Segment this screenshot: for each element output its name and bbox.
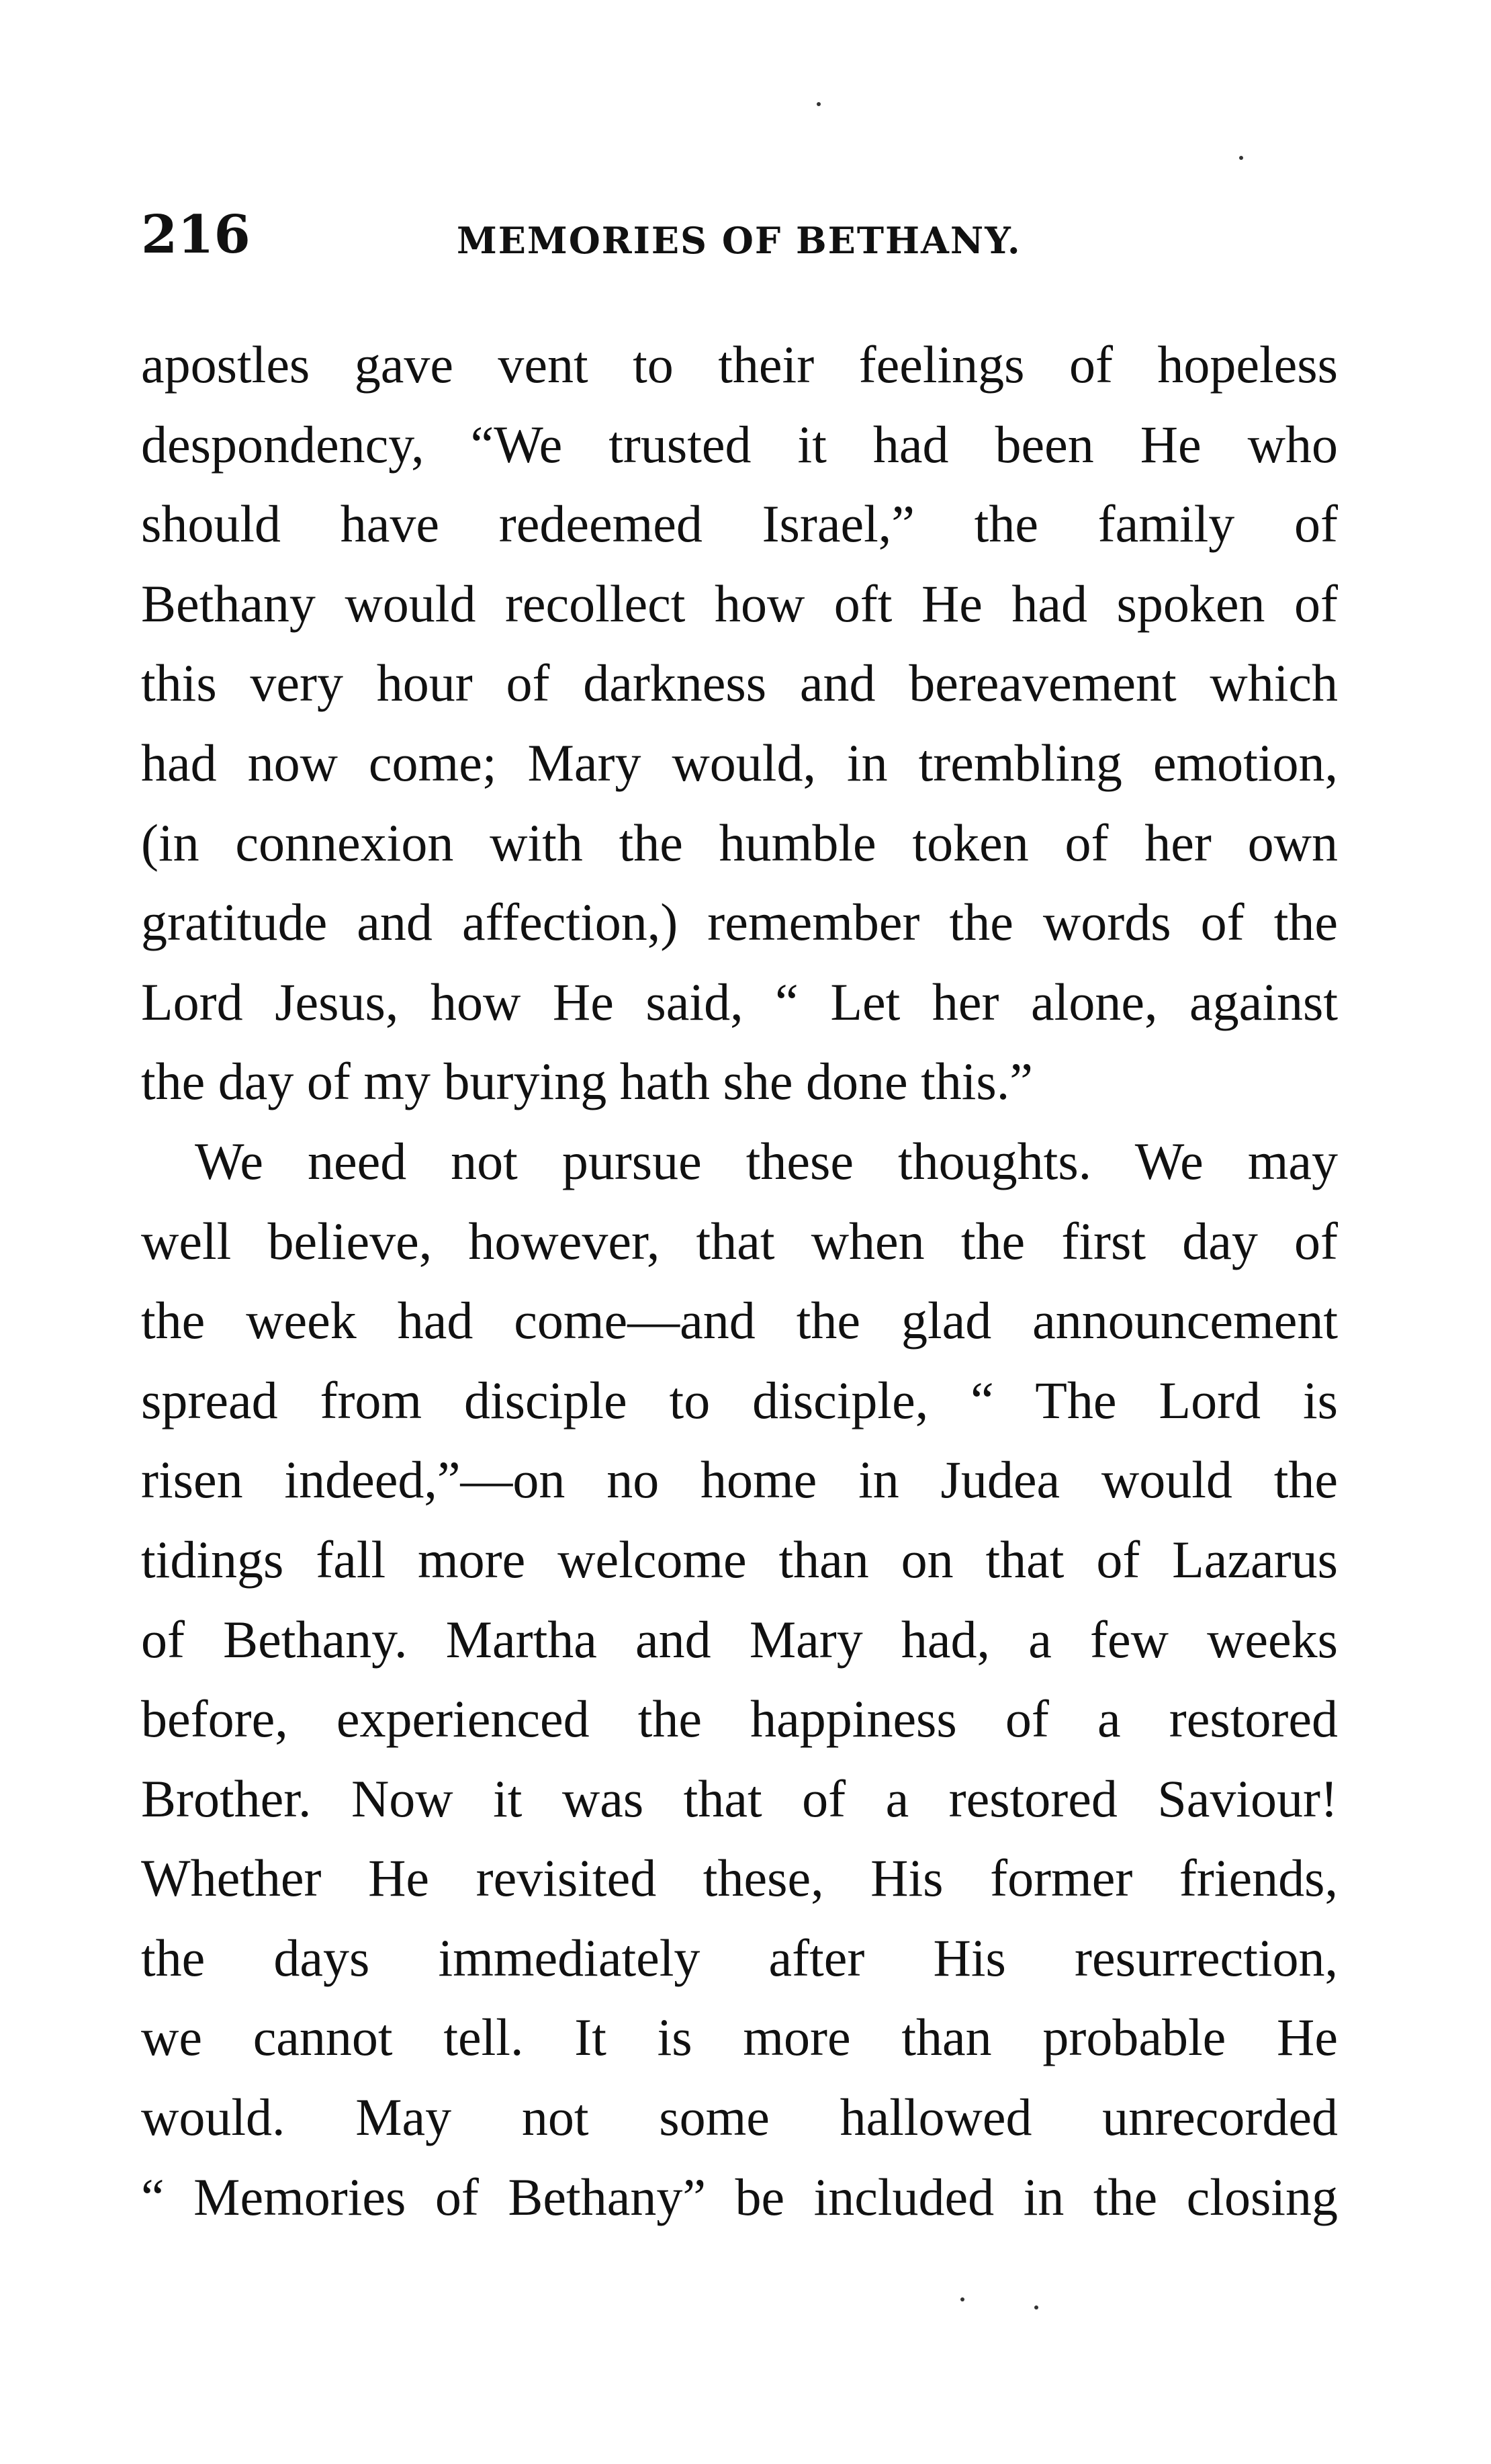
- text-line: we cannot tell. It is more than probable He: [141, 2008, 1338, 2067]
- text-line: well believe, however, that when the first day of: [141, 1211, 1338, 1270]
- paragraph-start-line: We need not pursue these thoughts. We may: [195, 1131, 1338, 1190]
- scan-speck: [817, 102, 821, 106]
- page-number: 216: [141, 204, 251, 265]
- text-line: (in connexion with the humble token of her own: [141, 813, 1338, 872]
- text-line: the day of my burying hath she done this.”: [141, 1052, 1033, 1111]
- scan-speck: [960, 2297, 964, 2301]
- running-head: MEMORIES OF BETHANY.: [457, 219, 1022, 262]
- text-line: had now come; Mary would, in trembling emotion,: [141, 733, 1338, 792]
- text-line: would. May not some hallowed unrecorded: [141, 2088, 1338, 2147]
- page-header: [141, 202, 1337, 275]
- scan-speck: [1034, 2305, 1038, 2309]
- text-line: “ Memories of Bethany” be included in the closing: [141, 2167, 1338, 2226]
- text-line: apostles gave vent to their feelings of hopeless: [141, 335, 1338, 394]
- body-text: [141, 325, 1338, 2237]
- scan-speck: [1239, 156, 1243, 160]
- text-line: the week had come—and the glad announcement: [141, 1291, 1338, 1350]
- text-line: Lord Jesus, how He said, “ Let her alone, against: [141, 972, 1338, 1031]
- text-line: Bethany would recollect how oft He had spoken of: [141, 574, 1338, 633]
- text-line: this very hour of darkness and bereavement which: [141, 654, 1338, 713]
- text-line: Whether He revisited these, His former friends,: [141, 1849, 1338, 1908]
- text-line: risen indeed,”—on no home in Judea would the: [141, 1450, 1338, 1509]
- text-line: before, experienced the happiness of a restored: [141, 1689, 1338, 1749]
- text-line: tidings fall more welcome than on that of Lazarus: [141, 1530, 1338, 1589]
- text-line: Brother. Now it was that of a restored Saviour!: [141, 1769, 1338, 1828]
- text-line: gratitude and affection,) remember the words of the: [141, 893, 1338, 952]
- text-line: of Bethany. Martha and Mary had, a few weeks: [141, 1610, 1338, 1669]
- text-line: despondency, “We trusted it had been He who: [141, 414, 1338, 474]
- text-line: spread from disciple to disciple, “ The Lord is: [141, 1370, 1338, 1429]
- text-line: the days immediately after His resurrection,: [141, 1928, 1338, 1987]
- text-line: should have redeemed Israel,” the family of: [141, 494, 1338, 554]
